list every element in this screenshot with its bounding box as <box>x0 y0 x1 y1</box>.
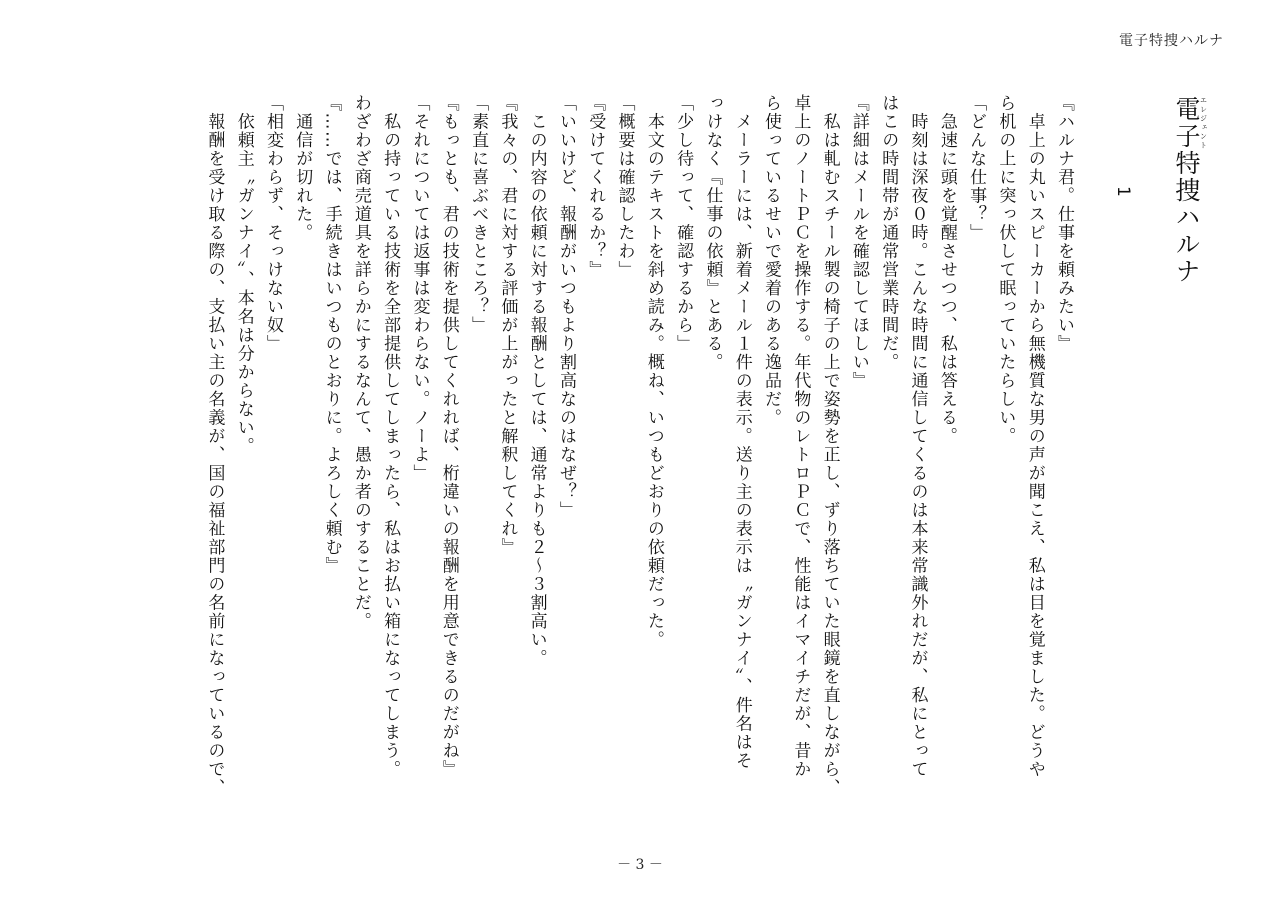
body-line: 『ハルナ君。仕事を頼みたい』 <box>1054 94 1074 353</box>
body-line: 「概要は確認したわ」 <box>614 94 635 279</box>
body-line: ら使っているせいで愛着のある逸品だ。 <box>761 94 782 427</box>
body-line: はこの時間帯が通常営業時間だ。 <box>878 94 899 372</box>
chapter-number: 1 <box>1113 186 1133 197</box>
body-line: 卓上の丸いスピーカーから無機質な男の声が聞こえ、私は目を覚ました。どうや <box>1024 94 1045 779</box>
body-line: 『我々の、君に対する評価が上がったと解釈してくれ』 <box>497 94 518 557</box>
body-line: この内容の依頼に対する報酬としては、通常よりも２～３割高い。 <box>526 94 547 668</box>
body-line: 本文のテキストを斜め読み。概ね、いつもどおりの依頼だった。 <box>643 94 664 649</box>
title-ruby-base: 電子 <box>1172 96 1201 150</box>
body-line: 『……では、手続きはいつものとおりに。よろしく頼む』 <box>321 94 342 575</box>
vertical-text-body <box>68 94 1208 836</box>
body-line: 卓上のノートＰＣを操作する。年代物のレトロＰＣで、性能はイマイチだが、昔か <box>790 94 811 779</box>
body-line: メーラーには、新着メール１件の表示。送り主の表示は〝ガンナイ〟、件名はそ <box>731 94 752 770</box>
body-line: 「相変わらず、そっけない奴」 <box>262 94 283 353</box>
body-line: 依頼主〝ガンナイ〟、本名は分からない。 <box>233 94 254 456</box>
title-ruby <box>1172 96 1208 150</box>
story-title <box>1164 94 1208 836</box>
running-header: 電子特捜ハルナ <box>1119 33 1224 49</box>
page-number: － 3 － <box>617 857 663 873</box>
title-rest: 特捜ハルナ <box>1172 150 1201 285</box>
body-lines <box>199 94 1078 836</box>
body-line: 「それについては返事は変わらない。ノーよ」 <box>409 94 430 483</box>
body-line: 時刻は深夜０時。こんな時間に通信してくるのは本来常識外れだが、私にとって <box>907 94 928 779</box>
body-line: っけなく『仕事の依頼』とある。 <box>702 94 723 372</box>
body-line: 「いいけど、報酬がいつもより割高なのはなぜ？」 <box>555 94 576 520</box>
title-ruby-reading: エレジェント <box>1199 96 1208 150</box>
body-line: 私の持っている技術を全部提供してしまったら、私はお払い箱になってしまう。 <box>380 94 401 779</box>
body-line: 『受けてくれるか？』 <box>585 94 606 279</box>
body-line: 『詳細はメールを確認してほしい』 <box>848 94 869 390</box>
body-line: 急速に頭を覚醒させつつ、私は答える。 <box>936 94 957 446</box>
body-line: 「素直に喜ぶべきところ？」 <box>468 94 489 335</box>
body-line: 「少し待って、確認するから」 <box>673 94 694 353</box>
body-line: わざわざ商売道具を詳らかにするなんて、愚か者のすることだ。 <box>350 94 371 631</box>
body-line: 報酬を受け取る際の、支払い主の名義が、国の福祉部門の名前になっているので、 <box>204 94 225 797</box>
body-line: 私は軋むスチール製の椅子の上で姿勢を正し、ずり落ちていた眼鏡を直しながら、 <box>819 94 840 797</box>
body-line: 「どんな仕事？」 <box>966 94 987 242</box>
body-line: 『もっとも、君の技術を提供してくれれば、桁違いの報酬を用意できるのだがね』 <box>438 94 459 779</box>
body-line: 通信が切れた。 <box>292 94 313 242</box>
body-line: ら机の上に突っ伏して眠っていたらしい。 <box>995 94 1016 446</box>
